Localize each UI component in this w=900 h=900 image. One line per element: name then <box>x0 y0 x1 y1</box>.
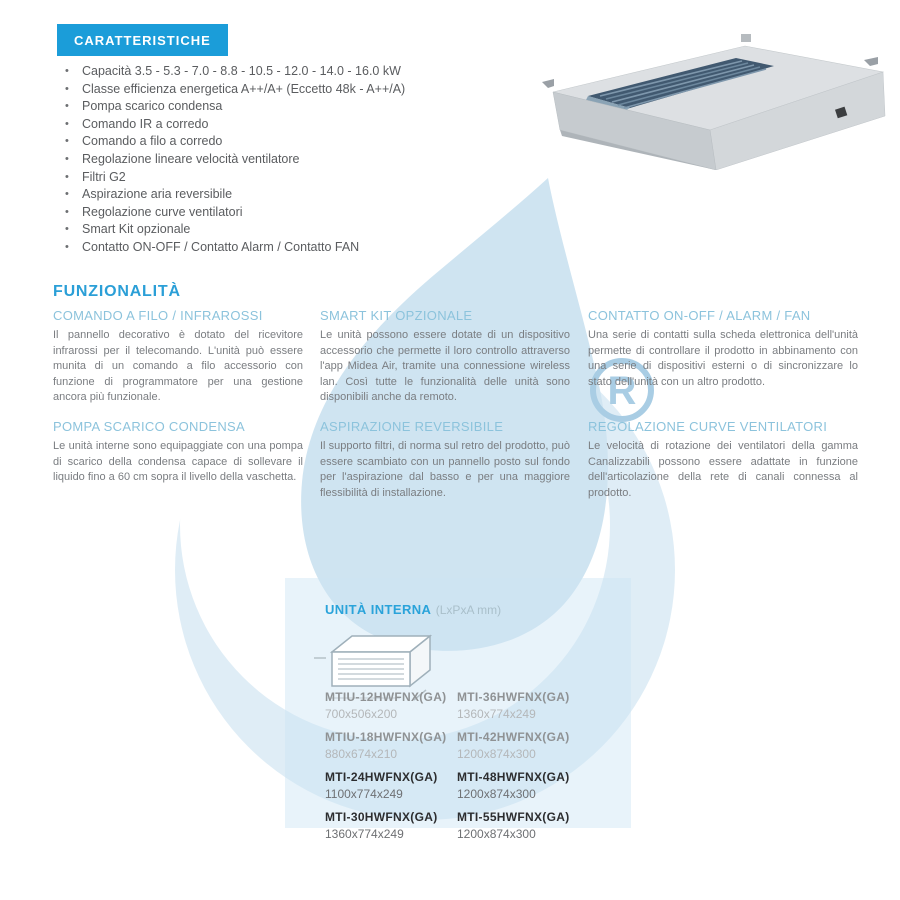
section-badge-caratteristiche: CARATTERISTICHE <box>57 24 228 56</box>
functionality-title: FUNZIONALITÀ <box>53 283 181 300</box>
table-row <box>457 690 597 721</box>
feature-item: • Regolazione curve ventilatori <box>63 204 533 222</box>
model-name: MTI-42HWFNX(GA) <box>457 730 570 744</box>
section-heading: REGOLAZIONE CURVE VENTILATORI <box>588 419 828 434</box>
section-pompa-scarico <box>53 419 303 486</box>
section-comando-a-filo <box>53 308 303 406</box>
section-heading: SMART KIT OPZIONALE <box>320 308 473 323</box>
model-name: MTI-30HWFNX(GA) <box>325 810 438 824</box>
section-heading: COMANDO A FILO / INFRAROSSI <box>53 308 263 323</box>
feature-item: • Regolazione lineare velocità ventilatore <box>63 151 533 169</box>
section-heading: CONTATTO ON-OFF / ALARM / FAN <box>588 308 811 323</box>
model-name: MTI-48HWFNX(GA) <box>457 770 570 784</box>
table-subtitle-text: (LxPxA mm) <box>435 603 502 617</box>
table-title-text: UNITÀ INTERNA <box>325 602 432 617</box>
table-row <box>325 810 465 841</box>
feature-list <box>63 63 533 257</box>
model-dimensions: 1200x874x300 <box>457 787 536 801</box>
model-name: MTI-24HWFNX(GA) <box>325 770 438 784</box>
model-dimensions: 1360x774x249 <box>457 707 536 721</box>
feature-item: • Smart Kit opzionale <box>63 221 533 239</box>
section-heading: POMPA SCARICO CONDENSA <box>53 419 246 434</box>
model-name: MTIU-18HWFNX(GA) <box>325 730 447 744</box>
bracket-icon <box>864 57 878 66</box>
section-body: Il supporto filtri, di norma sul retro del prodotto, può essere scambiato con un pannello posto sul fondo per l'aspirazione dal basso e per una maggiore flessibilità di installazione. <box>320 440 570 499</box>
feature-item: • Classe efficienza energetica A++/A+ (Eccetto 48k - A++/A) <box>63 81 533 99</box>
table-row <box>457 770 597 801</box>
section-regolazione-curve <box>588 419 858 501</box>
table-row <box>457 730 597 761</box>
model-name: MTI-55HWFNX(GA) <box>457 810 570 824</box>
section-smart-kit <box>320 308 570 406</box>
section-body: Le velocità di rotazione dei ventilatori della gamma Canalizzabili possono essere adattate in funzione dell'articolazione della rete di canali connessa al prodotto. <box>588 440 858 499</box>
model-dimensions: 1200x874x300 <box>457 827 536 841</box>
model-dimensions: 1100x774x249 <box>325 787 403 801</box>
model-name: MTI-36HWFNX(GA) <box>457 690 570 704</box>
bracket-icon <box>542 79 554 88</box>
feature-item: • Comando a filo a corredo <box>63 133 533 151</box>
section-aspirazione <box>320 419 570 501</box>
table-row <box>325 770 465 801</box>
model-dimensions: 1200x874x300 <box>457 747 536 761</box>
model-table-column-left <box>325 690 465 850</box>
feature-item: • Capacità 3.5 - 5.3 - 7.0 - 8.8 - 10.5 - 12.0 - 14.0 - 16.0 kW <box>63 63 533 81</box>
section-body: Le unità possono essere dotate di un dispositivo accessorio che permette il loro controllo attraverso l'app Midea Air, tramite una connessione wireless lan. Così tutte le funzionalità delle unità sono disponibili anche da remoto. <box>320 329 570 403</box>
feature-item: • Contatto ON-OFF / Contatto Alarm / Contatto FAN <box>63 239 533 257</box>
model-dimensions: 880x674x210 <box>325 747 398 761</box>
model-name: MTIU-12HWFNX(GA) <box>325 690 447 704</box>
model-dimensions: 1360x774x249 <box>325 827 404 841</box>
section-heading: ASPIRAZIONE REVERSIBILE <box>320 419 504 434</box>
section-body: Le unità interne sono equipaggiate con una pompa di scarico della condensa capace di sollevare il liquido fino a 60 cm sopra il livello della vaschetta. <box>53 440 303 483</box>
model-dimensions: 700x506x200 <box>325 707 398 721</box>
feature-item: • Filtri G2 <box>63 169 533 187</box>
section-body: Il pannello decorativo è dotato del ricevitore infrarossi per il telecomando. L'unità può essere munita di un comando a filo accessorio con funzione di programmatore per una gestione ancora più funzionale. <box>53 329 303 403</box>
spec-table-title <box>325 601 501 619</box>
table-row <box>457 810 597 841</box>
feature-item: • Comando IR a corredo <box>63 116 533 134</box>
svg-text:R: R <box>607 369 637 413</box>
feature-item: • Pompa scarico condensa <box>63 98 533 116</box>
feature-item: • Aspirazione aria reversibile <box>63 186 533 204</box>
table-row <box>325 690 465 721</box>
product-photo <box>538 20 890 170</box>
section-body: Una serie di contatti sulla scheda elettronica dell'unità permette di controllare il prodotto in abbinamento con una serie di dispositivi esterni o di sincronizzare lo stato dell'unità con un altro prodotto. <box>588 329 858 388</box>
model-table-column-right <box>457 690 597 850</box>
table-row <box>325 730 465 761</box>
section-contatto <box>588 308 858 390</box>
